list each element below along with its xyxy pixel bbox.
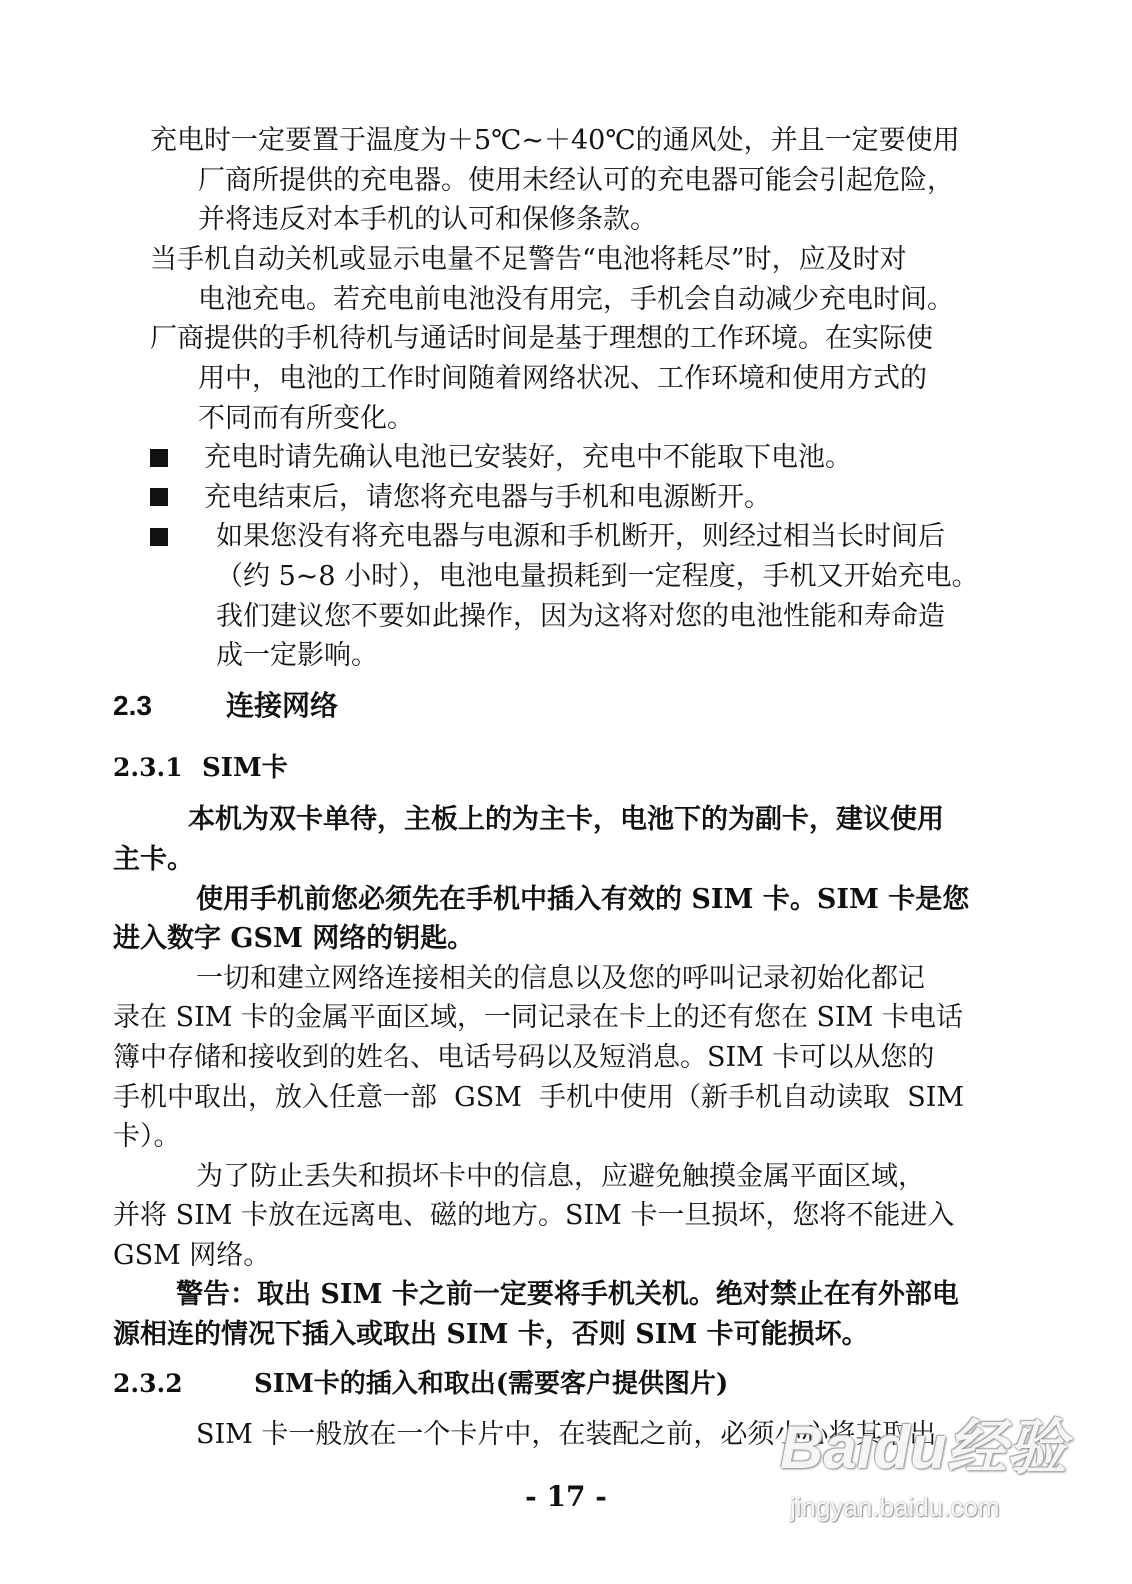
bullet-text: 我们建议您不要如此操作，因为这将对您的电池性能和寿命造 [216, 601, 945, 632]
subsection-number: 2.3.2 [113, 1369, 183, 1398]
paragraph-line: 并将 SIM 卡放在远离电、磁的地方。SIM 卡一旦损坏，您将不能进入 [113, 1200, 955, 1231]
intro-line: 电池充电。若充电前电池没有用完，手机会自动减少充电时间。 [198, 284, 954, 315]
bold-paragraph-line: 进入数字 GSM 网络的钥匙。 [113, 923, 475, 954]
bullet-square-icon [150, 449, 168, 467]
subsection-title: SIM卡 [202, 753, 288, 783]
section-title: 连接网络 [226, 689, 339, 722]
bullet-text: 充电时请先确认电池已安装好，充电中不能取下电池。 [204, 442, 852, 473]
intro-line: 不同而有所变化。 [198, 403, 414, 434]
paragraph-line: 簿中存储和接收到的姓名、电话号码以及短消息。SIM 卡可以从您的 [113, 1042, 935, 1073]
bullet-text: 成一定影响。 [216, 640, 378, 671]
bold-paragraph-line: 主卡。 [113, 844, 194, 875]
bullet-square-icon [150, 528, 168, 546]
intro-line: 当手机自动关机或显示电量不足警告“电池将耗尽”时，应及时对 [150, 244, 907, 275]
bullet-square-icon [150, 488, 168, 506]
subsection-title: SIM卡的插入和取出(需要客户提供图片) [254, 1369, 729, 1399]
page-number: - 17 - [525, 1480, 607, 1513]
paragraph-line: 录在 SIM 卡的金属平面区域，一同记录在卡上的还有您在 SIM 卡电话 [113, 1002, 963, 1033]
intro-line: 并将违反对本手机的认可和保修条款。 [198, 204, 657, 235]
intro-line: 充电时一定要置于温度为＋5℃~＋40℃的通风处，并且一定要使用 [150, 125, 960, 156]
baidu-watermark-logo: Baidu经验 [780, 1414, 1067, 1481]
warning-line: 警告：取出 SIM 卡之前一定要将手机关机。绝对禁止在有外部电 [176, 1279, 959, 1310]
bold-paragraph-line: 使用手机前您必须先在手机中插入有效的 SIM 卡。SIM 卡是您 [196, 884, 970, 915]
paragraph-line: 一切和建立网络连接相关的信息以及您的呼叫记录初始化都记 [196, 963, 925, 994]
bold-paragraph-line: 本机为双卡单待，主板上的为主卡，电池下的为副卡，建议使用 [188, 804, 944, 835]
bullet-text: 充电结束后，请您将充电器与手机和电源断开。 [204, 482, 771, 513]
intro-line: 厂商所提供的充电器。使用未经认可的充电器可能会引起危险， [198, 165, 954, 196]
paragraph-line: 为了防止丢失和损坏卡中的信息，应避免触摸金属平面区域， [196, 1161, 925, 1192]
paragraph-line: SIM 卡一般放在一个卡片中，在装配之前，必须小心将其取出。 [196, 1419, 964, 1450]
warning-line: 源相连的情况下插入或取出 SIM 卡，否则 SIM 卡可能损坏。 [113, 1319, 869, 1350]
subsection-number: 2.3.1 [113, 753, 183, 782]
paragraph-line: 手机中取出，放入任意一部 GSM 手机中使用（新手机自动读取 SIM [113, 1082, 965, 1113]
paragraph-line: GSM 网络。 [113, 1240, 271, 1271]
intro-line: 厂商提供的手机待机与通话时间是基于理想的工作环境。在实际使 [150, 323, 933, 354]
bullet-text: （约 5~8 小时），电池电量损耗到一定程度，手机又开始充电。 [216, 561, 979, 592]
section-number: 2.3 [113, 690, 152, 721]
paragraph-line: 卡）。 [113, 1121, 181, 1152]
bullet-text: 如果您没有将充电器与电源和手机断开，则经过相当长时间后 [216, 521, 945, 552]
intro-line: 用中，电池的工作时间随着网络状况、工作环境和使用方式的 [198, 363, 927, 394]
baidu-watermark-url: jingyan.baidu.com [790, 1492, 1000, 1522]
